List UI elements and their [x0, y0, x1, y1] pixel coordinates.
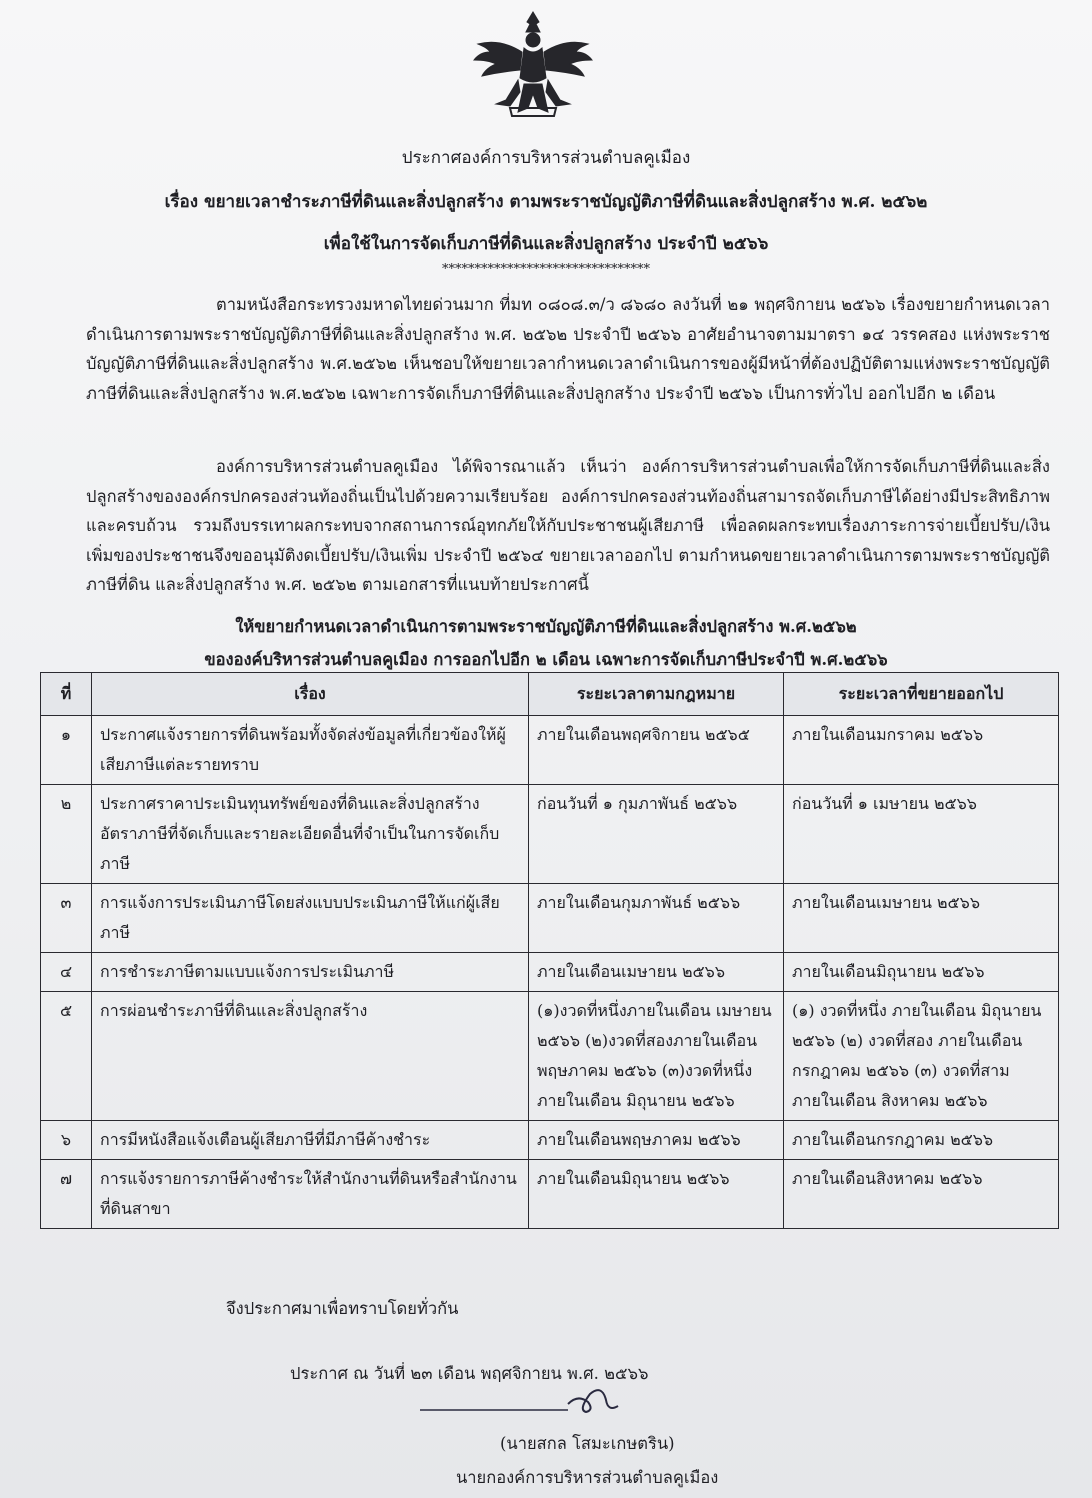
row-legal-period: ภายในเดือนกุมภาพันธ์ ๒๕๖๖	[529, 884, 784, 953]
closing-statement: จึงประกาศมาเพื่อทราบโดยทั่วกัน	[226, 1299, 459, 1318]
row-extended-period: ภายในเดือนมกราคม ๒๕๖๖	[784, 716, 1059, 785]
row-legal-period: ภายในเดือนพฤศจิกายน ๒๕๖๕	[529, 716, 784, 785]
row-no: ๕	[41, 992, 92, 1121]
row-no: ๑	[41, 716, 92, 785]
row-extended-period: (๑) งวดที่หนึ่ง ภายในเดือน มิถุนายน ๒๕๖๖ (๒) งวดที่สอง ภายในเดือน กรกฎาคม ๒๕๖๖ (๓) งวดที่สาม ภายในเดือน สิงหาคม ๒๕๖๖	[784, 992, 1059, 1121]
subject-line: เรื่อง ขยายเวลาชำระภาษีที่ดินและสิ่งปลูกสร้าง ตามพระราชบัญญัติภาษีที่ดินและสิ่งปลูกสร้าง พ.ศ. ๒๕๖๒	[164, 192, 928, 212]
row-topic: การชำระภาษีตามแบบแจ้งการประเมินภาษี	[92, 953, 529, 992]
row-legal-period: ภายในเดือนมิถุนายน ๒๕๖๖	[529, 1160, 784, 1229]
row-legal-period: ภายในเดือนพฤษภาคม ๒๕๖๖	[529, 1121, 784, 1160]
row-topic: การมีหนังสือแจ้งเตือนผู้เสียภาษีที่มีภาษีค้างชำระ	[92, 1121, 529, 1160]
table-caption-1: ให้ขยายกำหนดเวลาดำเนินการตามพระราชบัญญัติภาษีที่ดินและสิ่งปลูกสร้าง พ.ศ.๒๕๖๒	[235, 617, 857, 636]
separator: ********************************	[442, 262, 650, 277]
row-topic: การแจ้งการประเมินภาษีโดยส่งแบบประเมินภาษีให้แก่ผู้เสียภาษี	[92, 884, 529, 953]
table-row	[41, 1121, 1059, 1160]
row-no: ๔	[41, 953, 92, 992]
table-row	[41, 953, 1059, 992]
row-topic: การแจ้งรายการภาษีค้างชำระให้สำนักงานที่ดินหรือสำนักงานที่ดินสาขา	[92, 1160, 529, 1229]
purpose-line: เพื่อใช้ในการจัดเก็บภาษีที่ดินและสิ่งปลูกสร้าง ประจำปี ๒๕๖๖	[323, 234, 769, 254]
row-no: ๖	[41, 1121, 92, 1160]
row-extended-period: ภายในเดือนสิงหาคม ๒๕๖๖	[784, 1160, 1059, 1229]
body-paragraph-1: ตามหนังสือกระทรวงมหาดไทยด่วนมาก ที่มท ๐๘๐๘.๓/ว ๘๖๘๐ ลงวันที่ ๒๑ พฤศจิกายน ๒๕๖๖ เรื่องขยายกำหนดเวลาดำเนินการตามพระราชบัญญัติภาษีที่ดินและสิ่งปลูกสร้าง พ.ศ. ๒๕๖๒ ประจำปี ๒๕๖๖ อาศัยอำนาจตามมาตรา ๑๔ วรรคสอง แห่งพระราชบัญญัติภาษีที่ดินและสิ่งปลูกสร้าง พ.ศ.๒๕๖๒ เห็นชอบให้ขยายเวลากำหนดเวลาดำเนินการของผู้มีหน้าที่ต้องปฏิบัติตามแห่งพระราชบัญญัติภาษีที่ดินและสิ่งปลูกสร้าง พ.ศ.๒๕๖๒ เฉพาะการจัดเก็บภาษีที่ดินและสิ่งปลูกสร้าง ประจำปี ๒๕๖๖ เป็นการทั่วไป ออกไปอีก ๒ เดือน	[86, 295, 1050, 403]
header-no: ที่	[41, 673, 92, 716]
header-topic: เรื่อง	[92, 673, 529, 716]
row-no: ๗	[41, 1160, 92, 1229]
schedule-table	[40, 672, 1059, 1229]
table-caption-2: ขององค์บริหารส่วนตำบลคูเมือง การออกไปอีก ๒ เดือน เฉพาะการจัดเก็บภาษีประจำปี พ.ศ.๒๕๖๖	[204, 650, 888, 669]
table-row	[41, 716, 1059, 785]
organization-title: ประกาศองค์การบริหารส่วนตำบลคูเมือง	[401, 148, 691, 168]
row-legal-period: ภายในเดือนเมษายน ๒๕๖๖	[529, 953, 784, 992]
row-extended-period: ภายในเดือนมิถุนายน ๒๕๖๖	[784, 953, 1059, 992]
header-extended-period: ระยะเวลาที่ขยายออกไป	[784, 673, 1059, 716]
row-extended-period: ภายในเดือนเมษายน ๒๕๖๖	[784, 884, 1059, 953]
announcement-date: ประกาศ ณ วันที่ ๒๓ เดือน พฤศจิกายน พ.ศ. ๒๕๖๖	[290, 1364, 649, 1383]
body-paragraph-2: องค์การบริหารส่วนตำบลคูเมือง ได้พิจารณาแล้ว เห็นว่า องค์การบริหารส่วนตำบลเพื่อให้การจัดเก็บภาษีที่ดินและสิ่งปลูกสร้างขององค์กรปกครองส่วนท้องถิ่นเป็นไปด้วยความเรียบร้อย องค์การปกครองส่วนท้องถิ่นสามารถจัดเก็บภาษีได้อย่างมีประสิทธิภาพและครบถ้วน รวมถึงบรรเทาผลกระทบจากสถานการณ์อุทกภัยให้กับประชาชนผู้เสียภาษี เพื่อลดผลกระทบเรื่องภาระการจ่ายเบี้ยปรับ/เงินเพิ่มของประชาชนจึงขออนุมัติงดเบี้ยปรับ/เงินเพิ่ม ประจำปี ๒๕๖๔ ขยายเวลาออกไป ตามกำหนดขยายเวลาดำเนินการตามพระราชบัญญัติภาษีที่ดิน และสิ่งปลูกสร้าง พ.ศ. ๒๕๖๒ ตามเอกสารที่แนบท้ายประกาศนี้	[86, 457, 1050, 594]
table-row	[41, 785, 1059, 884]
table-row	[41, 884, 1059, 953]
row-extended-period: ภายในเดือนกรกฎาคม ๒๕๖๖	[784, 1121, 1059, 1160]
garuda-emblem-icon	[466, 8, 600, 120]
handwritten-signature	[418, 1380, 638, 1422]
table-header-row	[41, 673, 1059, 716]
row-extended-period: ก่อนวันที่ ๑ เมษายน ๒๕๖๖	[784, 785, 1059, 884]
signer-position: นายกองค์การบริหารส่วนตำบลคูเมือง	[456, 1468, 719, 1487]
row-legal-period: ก่อนวันที่ ๑ กุมภาพันธ์ ๒๕๖๖	[529, 785, 784, 884]
row-legal-period: (๑)งวดที่หนึ่งภายในเดือน เมษายน ๒๕๖๖ (๒)งวดที่สองภายในเดือน พฤษภาคม ๒๕๖๖ (๓)งวดที่หนึ่งภายในเดือน มิถุนายน ๒๕๖๖	[529, 992, 784, 1121]
table-row	[41, 992, 1059, 1121]
row-topic: ประกาศราคาประเมินทุนทรัพย์ของที่ดินและสิ่งปลูกสร้าง อัตราภาษีที่จัดเก็บและรายละเอียดอื่นที่จำเป็นในการจัดเก็บภาษี	[92, 785, 529, 884]
header-legal-period: ระยะเวลาตามกฎหมาย	[529, 673, 784, 716]
row-no: ๒	[41, 785, 92, 884]
row-no: ๓	[41, 884, 92, 953]
row-topic: ประกาศแจ้งรายการที่ดินพร้อมทั้งจัดส่งข้อมูลที่เกี่ยวข้องให้ผู้เสียภาษีแต่ละรายทราบ	[92, 716, 529, 785]
row-topic: การผ่อนชำระภาษีที่ดินและสิ่งปลูกสร้าง	[92, 992, 529, 1121]
table-row	[41, 1160, 1059, 1229]
signer-name: (นายสกล โสมะเกษตริน)	[500, 1434, 675, 1453]
